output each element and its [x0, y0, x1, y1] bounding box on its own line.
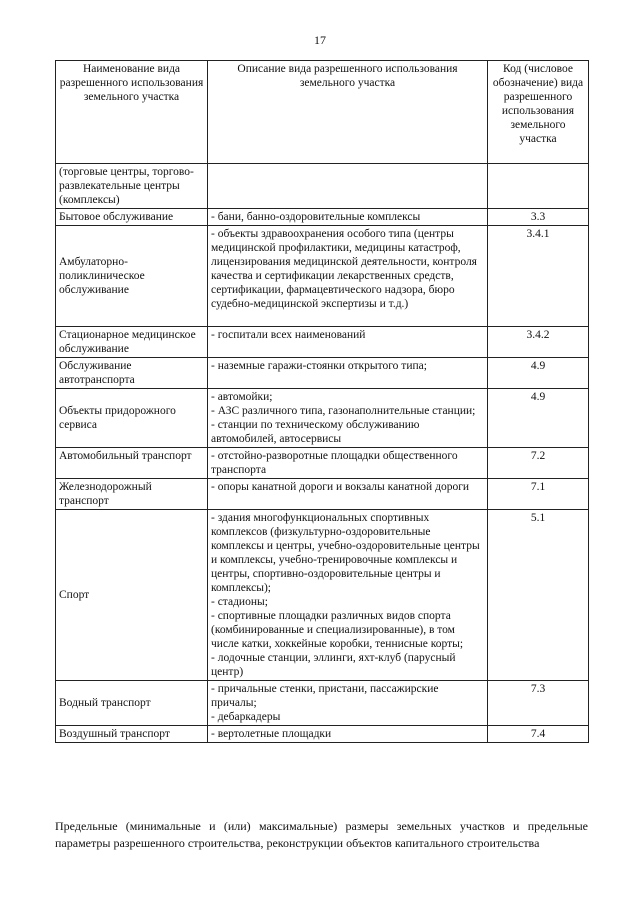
row-code: 5.1 — [488, 510, 589, 681]
header-code: Код (числовое обозначение) вида разрешенного использования земельного участка — [488, 61, 589, 164]
table-row — [56, 479, 589, 510]
table-row — [56, 681, 589, 726]
row-description — [208, 448, 488, 479]
table-row — [56, 327, 589, 358]
footer-paragraph: Предельные (минимальные и (или) максимальные) размеры земельных участков и предельные параметры разрешенного строительства, реконструкции объектов капитального строительства — [55, 819, 588, 850]
page-number: 17 — [314, 33, 326, 47]
description-line: - лодочные станции, эллинги, яхт-клуб (парусный центр) — [211, 652, 456, 678]
row-name: Обслуживание автотранспорта — [56, 358, 208, 389]
row-name: Бытовое обслуживание — [56, 209, 208, 226]
description-line: - вертолетные площадки — [211, 728, 332, 740]
description-line: - здания многофункциональных спортивных комплексов (физкультурно-оздоровительные комплексы и центры, учебно-оздоровительные центры и комплексы, учебно-тренировочные комплексы и центры, спортивно-оздоровительные центры и комплексы); — [211, 512, 480, 594]
row-name: (торговые центры, торгово-развлекательные центры (комплексы) — [56, 164, 208, 209]
row-description — [208, 726, 488, 743]
row-name: Автомобильный транспорт — [56, 448, 208, 479]
table-row — [56, 510, 589, 681]
description-line: - дебаркадеры — [211, 711, 281, 723]
row-code: 7.3 — [488, 681, 589, 726]
description-line: - причальные стенки, пристани, пассажирские причалы; — [211, 683, 439, 709]
row-code: 7.2 — [488, 448, 589, 479]
row-name: Объекты придорожного сервиса — [56, 389, 208, 448]
description-line: - наземные гаражи-стоянки открытого типа; — [211, 360, 427, 372]
description-line: - бани, банно-оздоровительные комплексы — [211, 211, 421, 223]
description-line: - АЗС различного типа, газонаполнительные станции; — [211, 405, 476, 417]
table-row — [56, 448, 589, 479]
description-line: - объекты здравоохранения особого типа (центры медицинской профилактики, медицины катастроф, лицензирования медицинской деятельности, контроля качества и сертификации лекарственных средств, сертификации, фармацевтического надзора, бюро судебно-медицинской экспертизы и т.д.) — [211, 228, 477, 310]
table-row — [56, 226, 589, 327]
description-line: - госпитали всех наименований — [211, 329, 366, 341]
row-name: Спорт — [56, 510, 208, 681]
table-row — [56, 358, 589, 389]
row-description — [208, 226, 488, 327]
description-line: - станции по техническому обслуживанию автомобилей, автосервисы — [211, 419, 420, 445]
row-code: 3.4.1 — [488, 226, 589, 327]
row-description — [208, 389, 488, 448]
header-name: Наименование вида разрешенного использования земельного участка — [56, 61, 208, 164]
row-description — [208, 681, 488, 726]
row-code: 4.9 — [488, 389, 589, 448]
row-description — [208, 510, 488, 681]
header-description: Описание вида разрешенного использования земельного участка — [208, 61, 488, 164]
table-row — [56, 164, 589, 209]
description-line: - стадионы; — [211, 596, 268, 608]
row-code: 3.3 — [488, 209, 589, 226]
row-description — [208, 479, 488, 510]
row-name: Стационарное медицинское обслуживание — [56, 327, 208, 358]
description-line: - опоры канатной дороги и вокзалы канатной дороги — [211, 481, 470, 493]
table-row — [56, 209, 589, 226]
description-line: - автомойки; — [211, 391, 273, 403]
row-code: 7.4 — [488, 726, 589, 743]
row-description — [208, 164, 488, 209]
row-code: 7.1 — [488, 479, 589, 510]
row-code: 4.9 — [488, 358, 589, 389]
row-name: Водный транспорт — [56, 681, 208, 726]
row-code — [488, 164, 589, 209]
row-description — [208, 327, 488, 358]
row-name: Железнодорожный транспорт — [56, 479, 208, 510]
row-name: Воздушный транспорт — [56, 726, 208, 743]
table-row — [56, 726, 589, 743]
table-row — [56, 389, 589, 448]
description-line: - отстойно-разворотные площадки общественного транспорта — [211, 450, 458, 476]
row-name: Амбулаторно-поликлиническое обслуживание — [56, 226, 208, 327]
table-header-row — [56, 61, 589, 164]
row-description — [208, 209, 488, 226]
description-line: - спортивные площадки различных видов спорта (комбинированные и специализированные), в том числе катки, хоккейные коробки, теннисные корты; — [211, 610, 464, 650]
row-code: 3.4.2 — [488, 327, 589, 358]
row-description — [208, 358, 488, 389]
land-use-table — [55, 60, 589, 743]
